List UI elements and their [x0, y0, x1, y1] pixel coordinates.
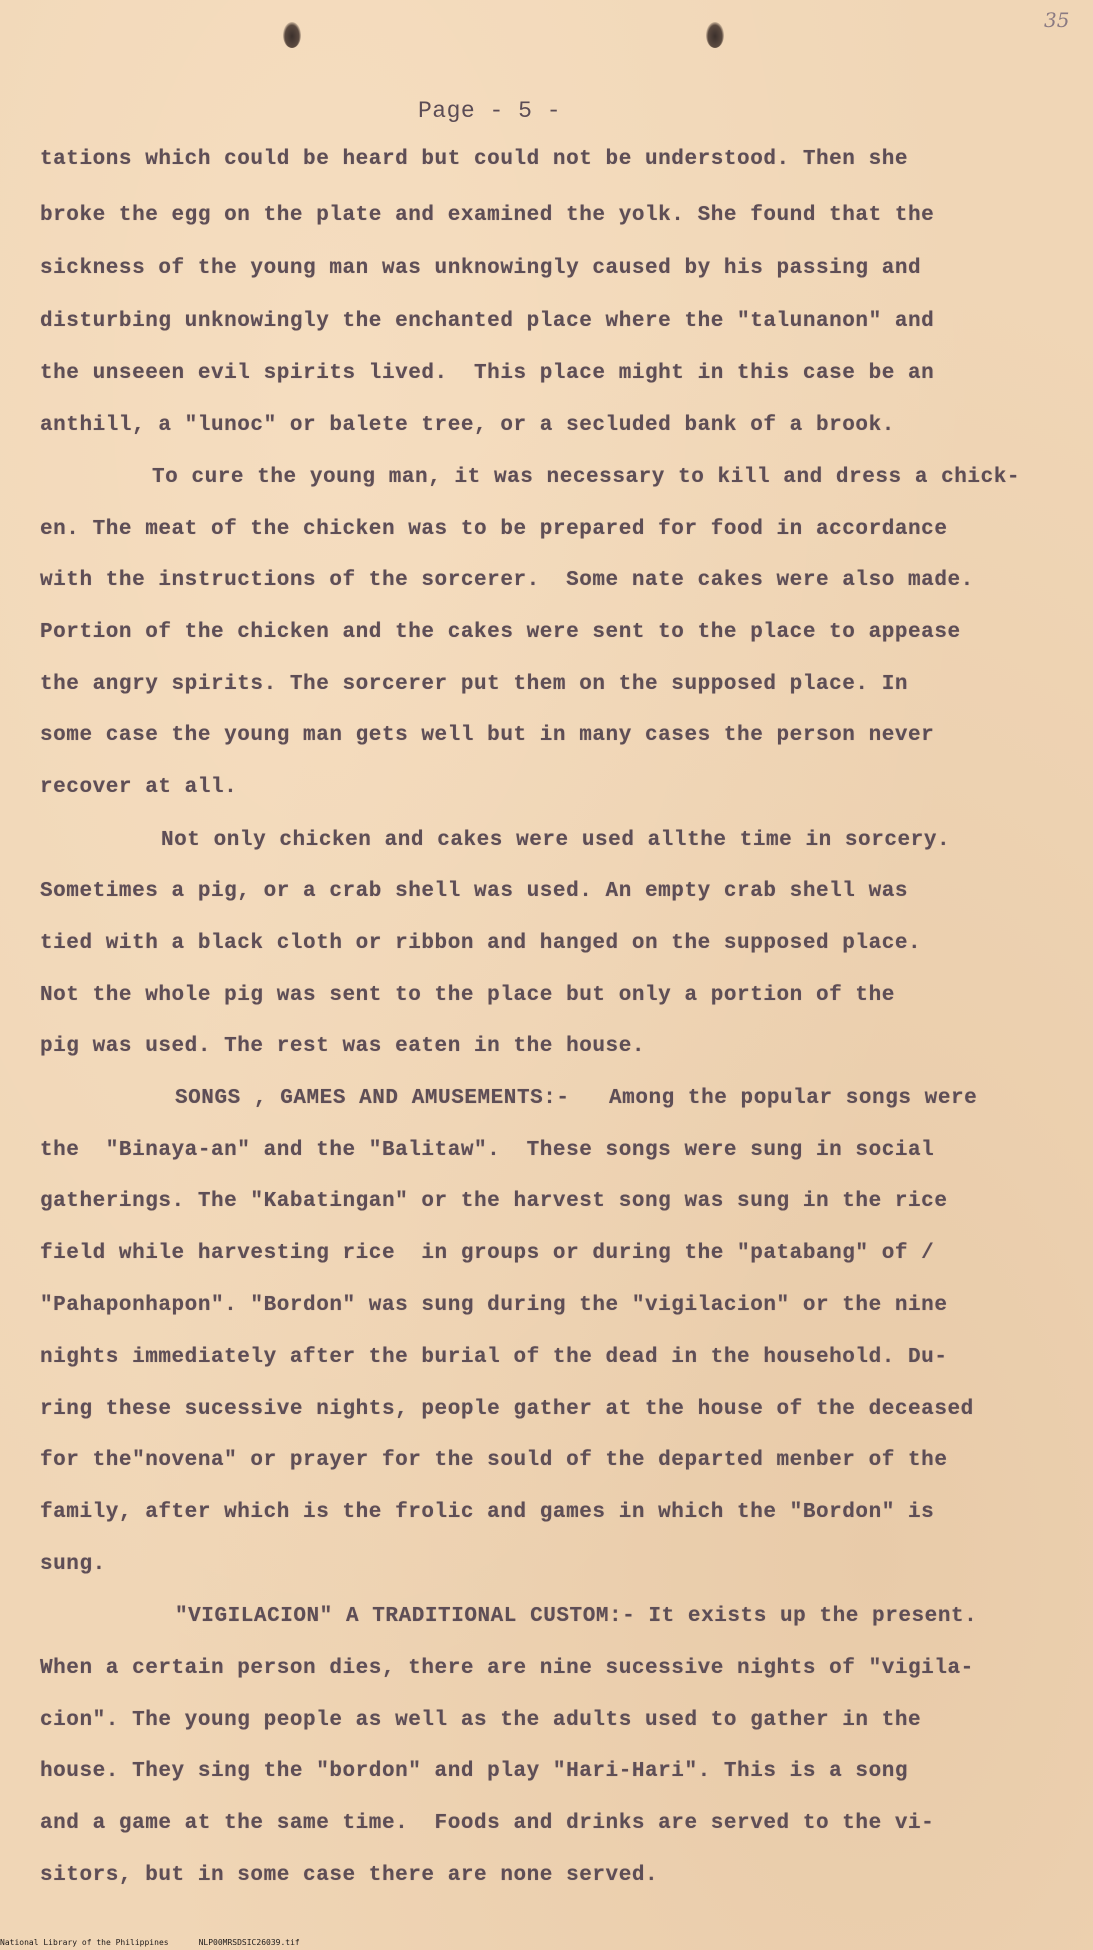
- text-line: Portion of the chicken and the cakes were sent to the place to appease: [40, 621, 961, 644]
- text-line: broke the egg on the plate and examined the yolk. She found that the: [40, 204, 935, 227]
- text-line: cion". The young people as well as the adults used to gather in the: [40, 1709, 922, 1732]
- text-line: "Pahaponhapon". "Bordon" was sung during the "vigilacion" or the nine: [40, 1294, 948, 1317]
- text-line: disturbing unknowingly the enchanted place where the "talunanon" and: [40, 310, 935, 333]
- footer-institution: National Library of the Philippines: [0, 1938, 169, 1947]
- text-line: sickness of the young man was unknowingly caused by his passing and: [40, 257, 922, 280]
- text-line: Not only chicken and cakes were used allthe time in sorcery.: [161, 829, 951, 852]
- text-line: sung.: [40, 1553, 106, 1576]
- text-line: and a game at the same time. Foods and drinks are served to the vi-: [40, 1812, 935, 1835]
- text-line: some case the young man gets well but in many cases the person never: [40, 724, 935, 747]
- text-line: When a certain person dies, there are nine sucessive nights of "vigila-: [40, 1657, 974, 1680]
- text-line: family, after which is the frolic and games in which the "Bordon" is: [40, 1501, 935, 1524]
- text-line: recover at all.: [40, 776, 238, 799]
- text-line: sitors, but in some case there are none served.: [40, 1864, 659, 1887]
- text-line: nights immediately after the burial of the dead in the household. Du-: [40, 1346, 948, 1369]
- page-label: Page - 5 -: [418, 98, 562, 124]
- footer-file-id: NLP00MRSDSIC26039.tif: [198, 1938, 300, 1947]
- text-line: To cure the young man, it was necessary to kill and dress a chick-: [152, 466, 1021, 489]
- text-line: with the instructions of the sorcerer. Some nate cakes were also made.: [40, 569, 974, 592]
- text-line: anthill, a "lunoc" or balete tree, or a secluded bank of a brook.: [40, 414, 895, 437]
- section-heading-vigilacion: "VIGILACION" A TRADITIONAL CUSTOM:- It exists up the present.: [175, 1605, 978, 1628]
- text-line: the "Binaya-an" and the "Balitaw". These songs were sung in social: [40, 1139, 935, 1162]
- scan-footer: [0, 1938, 300, 1947]
- text-line: field while harvesting rice in groups or during the "patabang" of /: [40, 1242, 935, 1265]
- text-line: Sometimes a pig, or a crab shell was used. An empty crab shell was: [40, 880, 909, 903]
- punch-hole-left: [283, 22, 301, 48]
- text-line: ring these sucessive nights, people gather at the house of the deceased: [40, 1398, 974, 1421]
- text-line: gatherings. The "Kabatingan" or the harvest song was sung in the rice: [40, 1190, 948, 1213]
- text-line: for the"novena" or prayer for the sould of the departed menber of the: [40, 1449, 948, 1472]
- text-line: Not the whole pig was sent to the place but only a portion of the: [40, 984, 895, 1007]
- text-line: the angry spirits. The sorcerer put them on the supposed place. In: [40, 673, 909, 696]
- folio-number: 35: [1044, 8, 1070, 32]
- text-line: house. They sing the "bordon" and play "Hari-Hari". This is a song: [40, 1760, 909, 1783]
- text-line: tied with a black cloth or ribbon and hanged on the supposed place.: [40, 932, 922, 955]
- section-heading-songs-games: SONGS , GAMES AND AMUSEMENTS:- Among the popular songs were: [175, 1087, 978, 1110]
- text-line: en. The meat of the chicken was to be prepared for food in accordance: [40, 518, 948, 541]
- punch-hole-right: [706, 22, 724, 48]
- text-line: pig was used. The rest was eaten in the house.: [40, 1035, 645, 1058]
- text-line: tations which could be heard but could not be understood. Then she: [40, 148, 909, 171]
- text-line: the unseeen evil spirits lived. This place might in this case be an: [40, 362, 935, 385]
